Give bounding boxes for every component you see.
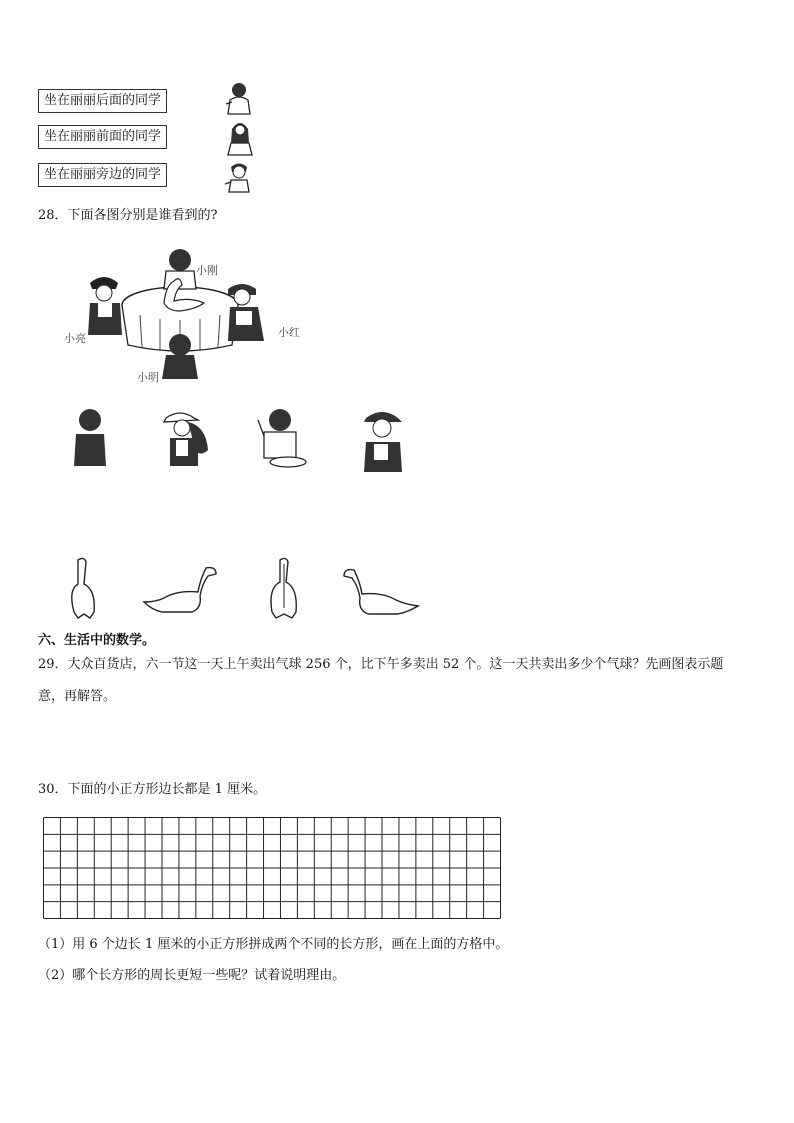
table-scene [80, 245, 280, 385]
name-left: 小亮 [64, 332, 86, 345]
question-30: 30．下面的小正方形边长都是 1 厘米。 [38, 782, 267, 797]
name-bottom: 小明 [137, 371, 159, 384]
question-29-line1: 29．大众百货店，六一节这一天上午卖出气球 256 个，比下午多卖出 52 个。这一天共卖出多少个气球？先画图表示题 [38, 657, 724, 672]
kid-figure-1 [222, 80, 256, 118]
match-label-side: 坐在丽丽旁边的同学 [38, 163, 167, 187]
match-label-front: 坐在丽丽前面的同学 [38, 125, 167, 149]
section-6-heading: 六、生活中的数学。 [38, 633, 156, 648]
square-grid[interactable] [43, 817, 501, 919]
dino-left-side-view [142, 564, 222, 620]
name-right: 小红 [278, 326, 300, 339]
dino-back-view [264, 556, 300, 622]
question-29-line2: 意，再解答。 [38, 689, 117, 704]
name-top: 小刚 [196, 264, 218, 277]
dino-front-view [64, 556, 98, 622]
view-kid-back [70, 406, 110, 470]
question-28: 28．下面各图分别是谁看到的? [38, 208, 218, 223]
view-kid-cap-front [360, 406, 410, 474]
match-label-behind: 坐在丽丽后面的同学 [38, 89, 167, 113]
view-kid-cap-side [158, 406, 214, 470]
kid-figure-3 [222, 158, 256, 196]
dino-right-side-view [340, 566, 420, 622]
question-30-sub1: （1）用 6 个边长 1 厘米的小正方形拼成两个不同的长方形，画在上面的方格中。 [38, 937, 509, 952]
question-30-sub2: （2）哪个长方形的周长更短一些呢？试着说明理由。 [38, 968, 346, 983]
kid-figure-2 [222, 117, 258, 157]
view-kid-table-back [254, 406, 310, 472]
